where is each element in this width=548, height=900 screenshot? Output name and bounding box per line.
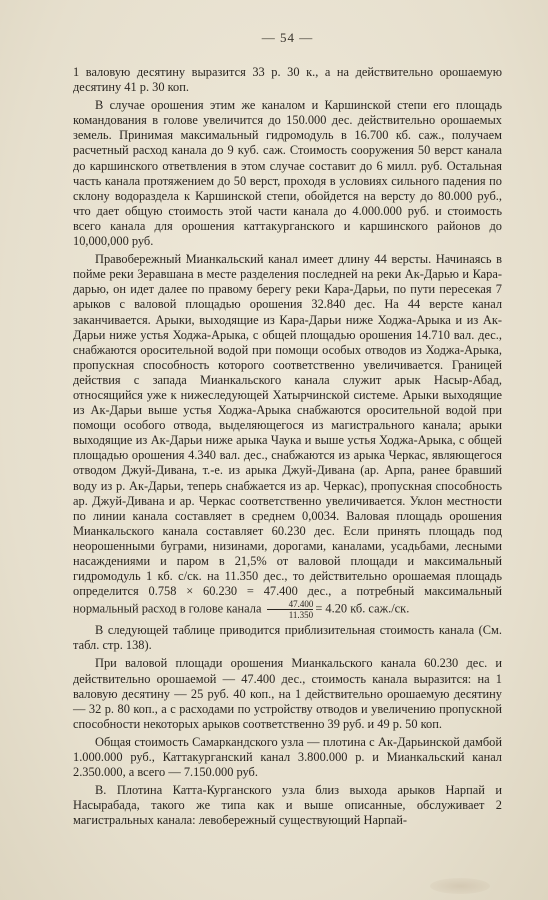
fraction-result: = 4.20 кб. саж./ск. [315, 601, 410, 616]
paragraph-1: 1 валовую десятину выразится 33 р. 30 к., а на действительно орошаемую десятину 41 р. 30 коп. [73, 65, 502, 95]
page-number: — 54 — [261, 30, 314, 45]
paragraph-3 [73, 252, 502, 620]
paragraph-2: В случае орошения этим же каналом и Каршинской степи его площадь командования в голове увеличится до 150.000 дес. действительно орошаемых земель. Принимая максимальный гидромодуль в 16.700 кб. саж., получаем расчетный расход канала до 9 куб. саж. Стоимость сооружения 50 верст канала до каршинского ответвления в этом случае составит до 6 милл. руб. Остальная часть канала протяжением до 50 верст, проходя в условиях сильного падения по склону водораздела к Каршинской степи, обойдется на версту до 80.000 руб., что дает общую стоимость этой части канала до 4.000.000 руб. и стоимость всего канала для орошения каттакурганского и каршинского районов до 10,000,000 руб. [73, 98, 502, 249]
paragraph-4: В следующей таблице приводится приблизительная стоимость канала (См. табл. стр. 138). [73, 623, 502, 653]
paragraph-7: В. Плотина Катта-Курганского узла близ выхода арыков Нарпай и Насырабада, такого же типа как и выше описанные, обслуживает 2 магистральных канала: левобережный существующий Нарпай- [73, 783, 502, 828]
paragraph-5: При валовой площади орошения Мианкальского канала 60.230 дес. и действительно орошаемой — 47.400 дес., стоимость канала выразится: на 1 валовую десятину — 25 руб. 40 коп., на 1 действительно орошаемую десятину — 32 р. 80 коп., а с расходами по устройству отводов и увеличению пропускной способности некоторых арыков соответственно 39 руб. и 49 р. 50 коп. [73, 656, 502, 731]
paragraph-6: Общая стоимость Самаркандского узла — плотина с Ак-Дарьинской дамбой 1.000.000 руб., Каттакурганский канал 3.800.000 р. и Мианкальский канал 2.350.000, а всего — 7.150.000 руб. [73, 734, 502, 780]
fraction-numerator: 47.400 [288, 599, 314, 610]
paragraph-3-text: Правобережный Мианкальский канал имеет длину 44 версты. Начинаясь в пойме реки Зеравшана в месте разделения последней на реки Ак-Дарью и Кара-дарью, он идет далее по правому берегу реки Кара-Дарьи, по пути пересекая 7 арыков с валовой площадью орошения 32.840 дес. На 44 версте канал заканчивается. Арыки, выходящие из Кара-Дарьи ниже Ходжа-Арыка и из Ак-Дарьи ниже устья Ходжа-Арыка, с общей площадью орошения 14.710 вал. дес., снабжаются оросительной водой при помощи особых отводов из Ходжа-Арыка, пропускная способность которого соответственно увеличивается. Границей действия с запада Мианкальского канала служит арык Насыр-Абад, относящийся уже к нижеследующей Хатырчинской системе. Арыки выходящие из Ак-Дарьи выше устья Ходжа-Арыка снабжаются оросительной водой при помощи особого отвода, выделяющегося из магистрального канала; арыки выходящие из Ак-Дарьи ниже арыка Чаука и выше устья Ходжа-Арыка, с общей площадью орошения 4.340 вал. дес., снабжаются из арыка Черкас, являющегося отводом Джуй-Дивана, т.-е. из арыка Джуй-Дивана (ар. Арпа, ранее бравший воду из р. Ак-Дарьи, теперь снабжается из ар. Черкас), пропускная способность ар. Джуй-Дивана и ар. Черкас соответственно увеличивается. Уклон местности по линии канала составляет в среднем 0,0034. Валовая площадь орошения Мианкальского канала составляет 60.230 дес. Если принять площадь под неорошенными буграми, низинами, дорогами, каналами, усадьбами, лесными насаждениями и паром в 21,5% от валовой площади и максимальный гидромодуль 1 кб. с/ск. на 11.350 дес., то действительно орошаемая площадь определится 0.758 × 60.230 = 47.400 дес., а потребный максимальный нормальный расход в голове канала [73, 252, 502, 616]
paper-stain [430, 878, 490, 894]
flow-fraction [267, 599, 314, 620]
fraction-denominator: 11.350 [267, 609, 314, 620]
